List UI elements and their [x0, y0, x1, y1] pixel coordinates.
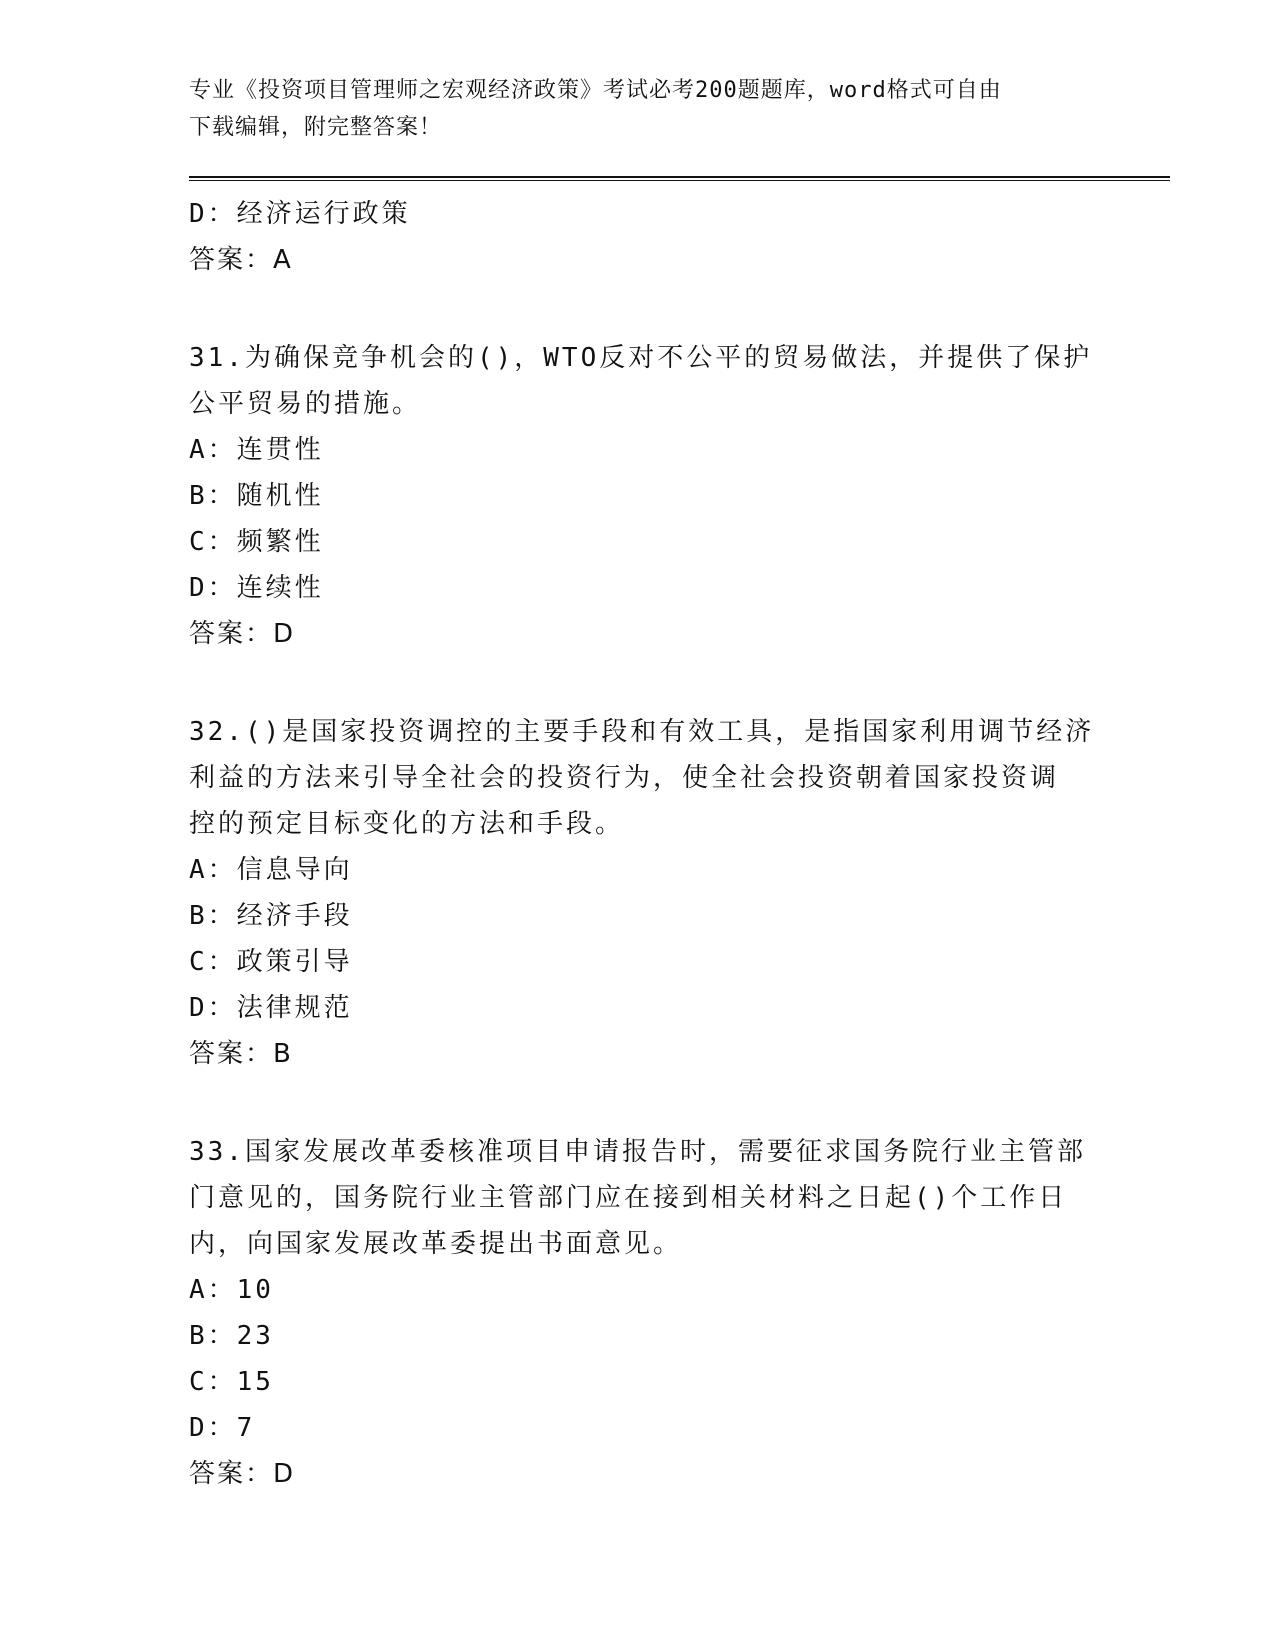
question-stem [189, 335, 1109, 427]
option-a: A：信息导向 [189, 855, 353, 885]
option-b: B：23 [189, 1321, 274, 1351]
option-d: D：经济运行政策 [189, 199, 411, 229]
question-31 [189, 335, 1109, 657]
answer-line: 答案：D [189, 619, 296, 649]
stem-line: 门意见的，国务院行业主管部门应在接到相关材料之日起()个工作日 [189, 1183, 1068, 1213]
answer-line: 答案：B [189, 1039, 293, 1069]
header-line-2: 下载编辑，附完整答案！ [189, 115, 443, 140]
page-header [189, 72, 1089, 146]
stem-line: 控的预定目标变化的方法和手段。 [189, 809, 625, 839]
option-c: C：频繁性 [189, 527, 324, 557]
stem-line: 32.()是国家投资调控的主要手段和有效工具，是指国家利用调节经济 [189, 717, 1095, 747]
question-33 [189, 1129, 1109, 1497]
question-stem [189, 709, 1109, 847]
stem-line: 33.国家发展改革委核准项目申请报告时，需要征求国务院行业主管部 [189, 1137, 1086, 1167]
option-a: A：10 [189, 1275, 274, 1305]
question-stem [189, 1129, 1109, 1267]
option-b: B：随机性 [189, 481, 324, 511]
question-32 [189, 709, 1109, 1077]
question-content [189, 191, 1109, 1497]
answer-line: 答案：A [189, 245, 293, 275]
stem-line: 31.为确保竞争机会的()，WTO反对不公平的贸易做法，并提供了保护 [189, 343, 1093, 373]
answer-line: 答案：D [189, 1459, 296, 1489]
option-c: C：政策引导 [189, 947, 353, 977]
header-divider [189, 176, 1170, 181]
option-d: D：连续性 [189, 573, 324, 603]
option-d: D：7 [189, 1413, 256, 1443]
stem-line: 内，向国家发展改革委提出书面意见。 [189, 1229, 683, 1259]
carryover-block [189, 191, 1109, 283]
option-b: B：经济手段 [189, 901, 353, 931]
option-d: D：法律规范 [189, 993, 353, 1023]
stem-line: 公平贸易的措施。 [189, 389, 422, 419]
option-a: A：连贯性 [189, 435, 324, 465]
header-line-1: 专业《投资项目管理师之宏观经济政策》考试必考200题题库，word格式可自由 [189, 78, 1002, 103]
option-c: C：15 [189, 1367, 274, 1397]
stem-line: 利益的方法来引导全社会的投资行为，使全社会投资朝着国家投资调 [189, 763, 1060, 793]
